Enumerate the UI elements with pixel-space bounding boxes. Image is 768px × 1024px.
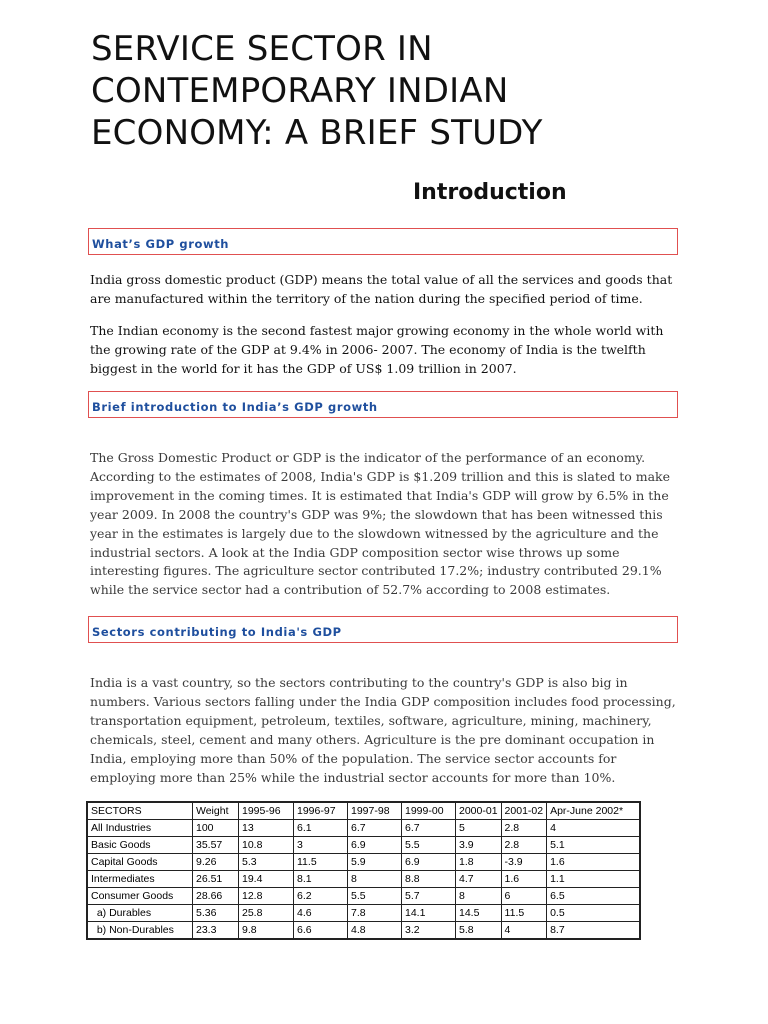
table-cell: 100 [193, 820, 239, 837]
table-row [87, 922, 640, 940]
table-cell: 5.3 [239, 854, 294, 871]
table-row [87, 854, 640, 871]
table-cell: 8 [348, 871, 402, 888]
table-cell: 14.5 [456, 905, 502, 922]
heading-box-gdp-growth [88, 228, 678, 255]
table-row [87, 871, 640, 888]
table-cell: 28.66 [193, 888, 239, 905]
heading-sectors-contributing: Sectors contributing to India's GDP [92, 625, 342, 639]
table-cell: 6.9 [402, 854, 456, 871]
table-cell: 8.8 [402, 871, 456, 888]
table-cell: 6.5 [547, 888, 641, 905]
table-header-cell: Weight [193, 802, 239, 820]
table-cell: 14.1 [402, 905, 456, 922]
table-cell: Consumer Goods [87, 888, 193, 905]
table-cell: 11.5 [501, 905, 547, 922]
heading-brief-introduction: Brief introduction to India’s GDP growth [92, 400, 378, 414]
table-cell: 9.8 [239, 922, 294, 940]
table-cell: 1.6 [501, 871, 547, 888]
table-cell: 6.6 [294, 922, 348, 940]
table-cell: 8.1 [294, 871, 348, 888]
paragraph: The Indian economy is the second fastest major growing economy in the whole world with the growing rate of the GDP at 9.4% in 2006- 2007. The economy of India is the twelfth biggest in the world for it has the GDP of US$ 1.09 trillion in 2007. [90, 323, 664, 376]
table-cell: 4 [501, 922, 547, 940]
table-cell: 1.1 [547, 871, 641, 888]
table-cell: 5.8 [456, 922, 502, 940]
table-cell: 6.9 [348, 837, 402, 854]
table-header-cell: SECTORS [87, 802, 193, 820]
table-cell: 19.4 [239, 871, 294, 888]
table-cell: 8 [456, 888, 502, 905]
table-cell: 2.8 [501, 837, 547, 854]
heading-gdp-growth: What’s GDP growth [92, 237, 230, 251]
paragraph: India gross domestic product (GDP) means the total value of all the services and goods that are manufactured within the territory of the nation during the specified period of time. [90, 272, 673, 306]
table-cell: 23.3 [193, 922, 239, 940]
table-cell: 8.7 [547, 922, 641, 940]
table-cell: 3 [294, 837, 348, 854]
table-cell: 5.1 [547, 837, 641, 854]
table-cell: -3.9 [501, 854, 547, 871]
section-heading-introduction: Introduction [413, 180, 567, 205]
paragraph: The Gross Domestic Product or GDP is the indicator of the performance of an economy. According to the estimates of 2008, India's GDP is $1.209 trillion and this is slated to make improvement in the coming times. It is estimated that India's GDP will grow by 6.5% in the year 2009. In 2008 the country's GDP was 9%; the slowdown that has been witnessed this year in the estimates is largely due to the slowdown witnessed by the agriculture and the industrial sectors. A look at the India GDP composition sector wise throws up some interesting figures. The agriculture sector contributed 17.2%; industry contributed 29.1% while the service sector had a contribution of 52.7% according to 2008 estimates. [90, 450, 671, 598]
table-cell: 5.5 [402, 837, 456, 854]
table-cell: 7.8 [348, 905, 402, 922]
table-cell: Capital Goods [87, 854, 193, 871]
sectors-growth-table [86, 801, 641, 940]
paragraph: India is a vast country, so the sectors contributing to the country's GDP is also big in numbers. Various sectors falling under the India GDP composition includes food processing, transportation equipment, petroleum, textiles, software, agriculture, mining, machinery, chemicals, steel, cement and many others. Agriculture is the pre dominant occupation in India, employing more than 50% of the population. The service sector accounts for employing more than 25% while the industrial sector accounts for more than 10%. [90, 675, 676, 785]
table-row [87, 820, 640, 837]
table-cell: 35.57 [193, 837, 239, 854]
table-header-cell: 1996-97 [294, 802, 348, 820]
title-line: CONTEMPORARY INDIAN [91, 71, 509, 111]
title-line: ECONOMY: A BRIEF STUDY [91, 113, 543, 153]
table-cell: 6 [501, 888, 547, 905]
document-title [91, 28, 691, 154]
table-cell: 6.7 [348, 820, 402, 837]
table-cell: 4.7 [456, 871, 502, 888]
table-cell: 5 [456, 820, 502, 837]
table-row [87, 905, 640, 922]
heading-box-brief-introduction [88, 391, 678, 418]
table-cell: 26.51 [193, 871, 239, 888]
table-cell: Intermediates [87, 871, 193, 888]
table-cell: 6.7 [402, 820, 456, 837]
table-header-cell: 1995-96 [239, 802, 294, 820]
table-cell: 11.5 [294, 854, 348, 871]
table-cell: 4.8 [348, 922, 402, 940]
table-cell: 5.9 [348, 854, 402, 871]
table-cell: 1.6 [547, 854, 641, 871]
table-header-cell: 2000-01 [456, 802, 502, 820]
table-cell: 5.7 [402, 888, 456, 905]
table-cell: 3.9 [456, 837, 502, 854]
table-cell: 13 [239, 820, 294, 837]
table-cell: 6.1 [294, 820, 348, 837]
table-cell: 4.6 [294, 905, 348, 922]
table-cell: 3.2 [402, 922, 456, 940]
table-cell: 0.5 [547, 905, 641, 922]
heading-box-sectors-contributing [88, 616, 678, 643]
table-cell: b) Non-Durables [87, 922, 193, 940]
table-header-cell: 1999-00 [402, 802, 456, 820]
table-cell: 9.26 [193, 854, 239, 871]
table-cell: 4 [547, 820, 641, 837]
title-line: SERVICE SECTOR IN [91, 29, 433, 69]
table-cell: 2.8 [501, 820, 547, 837]
table-header-cell: 2001-02 [501, 802, 547, 820]
table-header-cell: Apr-June 2002* [547, 802, 641, 820]
table-cell: 5.5 [348, 888, 402, 905]
table-cell: 12.8 [239, 888, 294, 905]
table-cell: 1.8 [456, 854, 502, 871]
table-header-row [87, 802, 640, 820]
table-row [87, 837, 640, 854]
table-cell: 6.2 [294, 888, 348, 905]
table-row [87, 888, 640, 905]
table-cell: 10.8 [239, 837, 294, 854]
table-cell: 25.8 [239, 905, 294, 922]
table-cell: 5.36 [193, 905, 239, 922]
table-header-cell: 1997-98 [348, 802, 402, 820]
table-cell: a) Durables [87, 905, 193, 922]
table-cell: All Industries [87, 820, 193, 837]
table-cell: Basic Goods [87, 837, 193, 854]
